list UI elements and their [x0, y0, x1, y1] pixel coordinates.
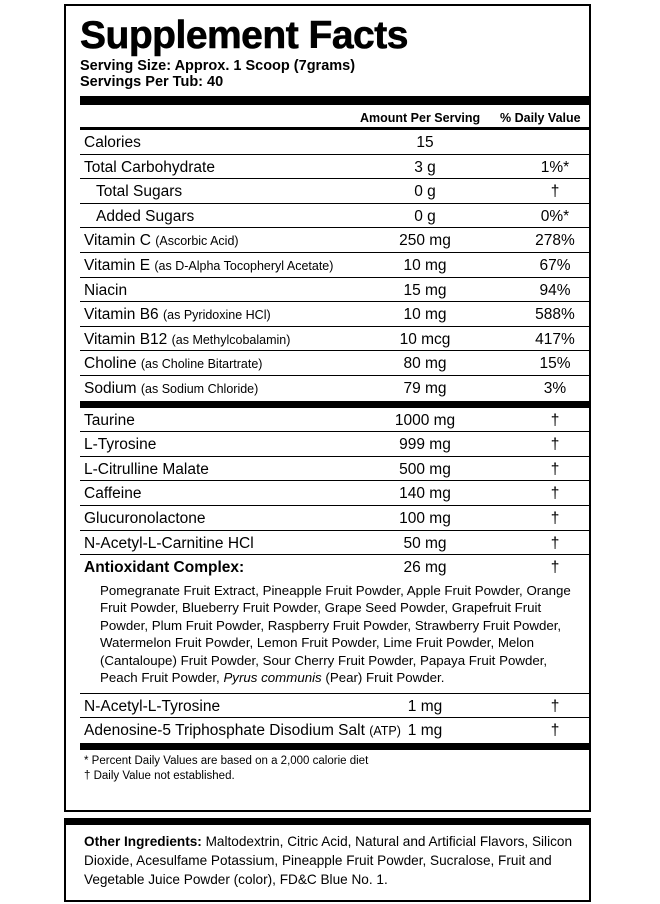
thick-divider [80, 743, 589, 750]
nutrient-amount: 10 mg [403, 256, 447, 274]
ingredient-row-glucuronolactone [80, 506, 589, 531]
serving-size-value: Approx. 1 Scoop (7grams) [174, 58, 356, 74]
servings-label: Servings Per Tub: [80, 74, 204, 90]
other-ingredients-box [64, 818, 591, 902]
nutrient-dv: 1%* [540, 158, 570, 176]
serving-size [80, 58, 579, 74]
ingredient-amount: 1000 mg [394, 411, 456, 429]
ingredient-name: Glucuronolactone [84, 509, 206, 527]
ingredient-row-n-acetyl-l-carnitine [80, 531, 589, 556]
nutrient-name-wrap [84, 257, 333, 275]
ingredient-name: N-Acetyl-L-Carnitine HCl [84, 534, 254, 552]
thick-divider [80, 401, 589, 408]
footnote-dv-not-established: † Daily Value not established. [84, 769, 235, 782]
nutrient-dv: 588% [535, 306, 575, 324]
nutrient-row-vitamin-b6 [80, 302, 589, 327]
servings-per-container [80, 74, 579, 90]
nutrient-name: Added Sugars [96, 207, 195, 225]
other-ingredients-label: Other Ingredients: [84, 834, 202, 849]
nutrient-name-wrap [84, 355, 262, 373]
ingredient-amount: 1 mg [407, 697, 443, 715]
footnotes [80, 750, 579, 784]
ingredient-row-antioxidant-complex [80, 555, 589, 580]
supplement-facts-panel [64, 4, 591, 812]
ingredient-amount: 26 mg [403, 559, 447, 577]
ingredient-dv: † [550, 509, 560, 527]
ingredient-dv: † [550, 559, 560, 577]
nutrient-row-vitamin-c [80, 228, 589, 253]
nutrient-row-calories [80, 130, 589, 155]
ingredient-dv: † [550, 485, 560, 503]
column-header [80, 105, 589, 130]
ingredient-name: N-Acetyl-L-Tyrosine [84, 697, 221, 715]
amount-header: Amount Per Serving [360, 111, 481, 125]
ingredient-dv: † [550, 722, 560, 740]
ingredient-amount: 100 mg [399, 509, 451, 527]
ingredient-name: Adenosine-5 Triphosphate Disodium Salt [84, 722, 365, 740]
ingredient-amount: 50 mg [403, 534, 447, 552]
nutrient-row-niacin [80, 278, 589, 303]
nutrient-row-vitamin-e [80, 253, 589, 278]
footnote-percent-dv: * Percent Daily Values are based on a 2,000 calorie diet [84, 754, 369, 767]
nutrient-amount: 3 g [414, 158, 436, 176]
servings-value: 40 [207, 74, 224, 90]
ingredient-dv: † [550, 411, 560, 429]
nutrient-amount: 0 g [414, 183, 436, 201]
nutrient-row-vitamin-b12 [80, 327, 589, 352]
nutrient-amount: 10 mcg [399, 330, 451, 348]
ingredient-name: Taurine [84, 411, 135, 429]
nutrient-source: (as Methylcobalamin) [171, 332, 291, 347]
ingredient-name: Caffeine [84, 485, 142, 503]
nutrient-amount: 15 [416, 134, 434, 151]
nutrient-source: (as Pyridoxine HCl) [162, 308, 271, 323]
ingredient-row-caffeine [80, 481, 589, 506]
nutrient-dv: 278% [535, 232, 575, 250]
antioxidant-list-italic: Pyrus communis [223, 670, 322, 686]
nutrient-name-wrap [84, 331, 290, 349]
nutrient-row-choline [80, 351, 589, 376]
panel-title: Supplement Facts [80, 14, 408, 57]
ingredient-row-taurine [80, 408, 589, 433]
nutrient-dv: 94% [539, 281, 571, 299]
nutrient-name: Vitamin B12 [84, 330, 168, 348]
nutrient-name: Total Carbohydrate [84, 158, 215, 176]
nutrient-amount: 80 mg [403, 355, 447, 373]
thick-divider [80, 96, 589, 105]
ingredient-name-wrap [84, 722, 401, 740]
ingredient-dv: † [550, 534, 560, 552]
other-ingredients-text: Maltodextrin, Citric Acid, Natural and Artificial Flavors, Silicon Dioxide, Acesulfame Potassium, Pineapple Fruit Powder, Sucralose, Fruit and Vegetable Juice Powder (color), FD&C Blue No. 1. [84, 834, 573, 887]
nutrient-name: Vitamin B6 [84, 306, 159, 324]
nutrient-dv: 3% [543, 379, 567, 397]
nutrient-name: Vitamin C [84, 232, 151, 250]
nutrient-name: Sodium [84, 379, 137, 397]
antioxidant-list-end: (Pear) Fruit Powder. [325, 670, 445, 686]
nutrient-name: Total Sugars [96, 183, 183, 201]
antioxidant-list [80, 580, 589, 694]
nutrient-name: Choline [84, 355, 137, 373]
ingredient-name: Antioxidant Complex: [84, 559, 245, 577]
nutrient-amount: 0 g [414, 207, 436, 225]
nutrient-amount: 15 mg [403, 281, 447, 299]
ingredient-row-l-tyrosine [80, 432, 589, 457]
ingredient-dv: † [550, 697, 560, 715]
ingredient-name: L-Citrulline Malate [84, 460, 209, 478]
nutrient-name-wrap [84, 380, 258, 398]
nutrient-name: Vitamin E [84, 256, 151, 274]
daily-value-header: % Daily Value [500, 111, 581, 125]
ingredient-row-n-acetyl-l-tyrosine [80, 694, 589, 719]
nutrient-row-total-carbohydrate [80, 155, 589, 180]
ingredient-source: (ATP) [369, 724, 401, 739]
ingredient-amount: 140 mg [399, 485, 451, 503]
antioxidant-list-text: Pomegranate Fruit Extract, Pineapple Fruit Powder, Apple Fruit Powder, Orange Fruit Powder, Blueberry Fruit Powder, Grape Seed Powder, Grapefruit Fruit Powder, Plum Fruit Powder, Raspberry Fruit Powder, Strawberry Fruit Powder, Watermelon Fruit Powder, Lemon Fruit Powder, Lime Fruit Powder, Melon (Cantaloupe) Fruit Powder, Sour Cherry Fruit Powder, Papaya Fruit Powder, Peach Fruit Powder, [100, 582, 571, 686]
nutrient-source: (as Sodium Chloride) [140, 381, 259, 396]
nutrient-amount: 250 mg [399, 232, 451, 250]
nutrient-row-total-sugars [80, 179, 589, 204]
nutrient-amount: 10 mg [403, 306, 447, 324]
nutrient-dv: 15% [539, 355, 571, 373]
nutrient-dv: 417% [535, 330, 575, 348]
nutrient-dv: 0%* [540, 207, 570, 225]
nutrient-name-wrap [84, 232, 239, 250]
nutrient-source: (as Choline Bitartrate) [140, 357, 263, 372]
nutrient-source: (Ascorbic Acid) [155, 234, 239, 249]
nutrient-amount: 79 mg [403, 379, 447, 397]
nutrient-name: Niacin [84, 281, 128, 299]
ingredient-amount: 500 mg [399, 460, 451, 478]
ingredient-amount: 999 mg [399, 436, 451, 454]
ingredient-dv: † [550, 436, 560, 454]
nutrient-dv: † [550, 183, 560, 201]
nutrient-name: Calories [84, 134, 141, 151]
ingredient-name: L-Tyrosine [84, 436, 157, 454]
nutrient-name-wrap [84, 306, 271, 324]
nutrient-row-added-sugars [80, 204, 589, 229]
nutrient-dv: 67% [539, 256, 571, 274]
ingredient-row-atp [80, 718, 589, 743]
serving-size-label: Serving Size: [80, 58, 172, 74]
ingredient-amount: 1 mg [407, 722, 443, 740]
ingredient-row-l-citrulline-malate [80, 457, 589, 482]
nutrient-row-sodium [80, 376, 589, 401]
nutrient-source: (as D-Alpha Tocopheryl Acetate) [154, 258, 334, 273]
ingredient-dv: † [550, 460, 560, 478]
